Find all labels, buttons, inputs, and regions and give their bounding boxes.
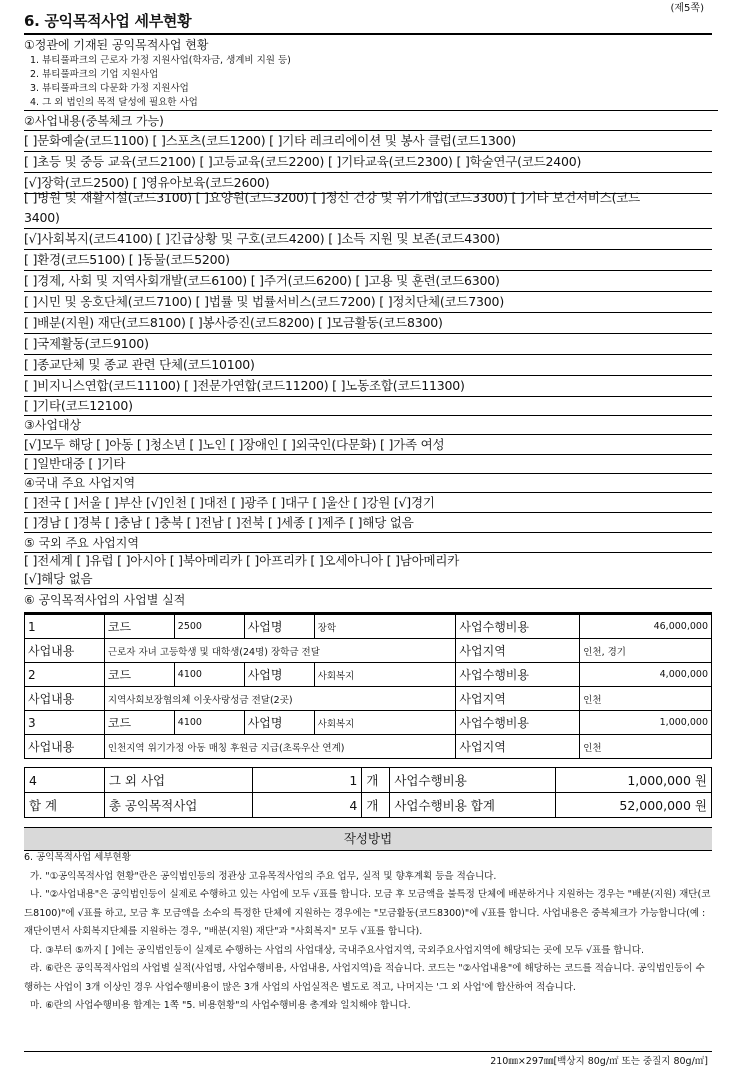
total-label: 합 계 bbox=[25, 793, 105, 818]
content-label: 사업내용 bbox=[25, 735, 105, 759]
note-paragraph: 라. ⑥란은 공익목적사업의 사업별 실적(사업명, 사업수행비용, 사업내용, 사업지역)을 적습니다. 코드는 "②사업내용"에 해당하는 코드를 적습니다. 공익법인등이 수행하는 사업이 3개 이상인 경우 사업수행비용이 많은 3개 사업의 사업실적은 별도로 적고, 나머지는 '그 외 사업'에 합산하여 적습니다. bbox=[24, 963, 705, 993]
code-value[interactable]: 4100 bbox=[174, 663, 244, 687]
sec1-heading: ①정관에 기재된 공익목적사업 현황 bbox=[24, 38, 209, 52]
business-content-options[interactable]: 3400) bbox=[24, 208, 712, 229]
table-row bbox=[25, 663, 712, 687]
content-value[interactable]: 인천지역 위기가정 아동 매칭 후원금 지급(초록우산 연계) bbox=[104, 735, 456, 759]
name-label: 사업명 bbox=[244, 615, 314, 639]
total-unit: 개 bbox=[362, 793, 390, 818]
region-value[interactable]: 인천, 경기 bbox=[580, 639, 712, 663]
note-paragraph: 가. "①공익목적사업 현황"란은 공익법인등의 정관상 고유목적사업의 주요 업무, 실적 및 향후계획 등을 적습니다. bbox=[30, 870, 497, 882]
content-label: 사업내용 bbox=[25, 639, 105, 663]
business-content-options[interactable]: [√]사회복지(코드4100) [ ]긴급상황 및 구호(코드4200) [ ]소득 지원 및 보존(코드4300) bbox=[24, 229, 712, 250]
business-content-options[interactable]: [ ]배분(지원) 재단(코드8100) [ ]봉사증진(코드8200) [ ]모금활동(코드8300) bbox=[24, 313, 712, 334]
table-row bbox=[25, 615, 712, 639]
note-paragraph: 다. ③부터 ⑤까지 [ ]에는 공익법인등이 실제로 수행하는 사업의 사업대상, 국내주요사업지역, 국외주요사업지역에 해당되는 곳에 모두 √표를 합니다. bbox=[30, 944, 644, 956]
business-content-options[interactable]: [ ]초등 및 중등 교육(코드2100) [ ]고등교육(코드2200) [ ]기타교육(코드2300) [ ]학술연구(코드2400) bbox=[24, 152, 712, 173]
overseas-region-options[interactable]: [ ]전세계 [ ]유럽 [ ]아시아 [ ]북아메리카 [ ]아프리카 [ ]오세아니아 [ ]남아메리카 bbox=[24, 553, 460, 568]
code-value[interactable]: 4100 bbox=[174, 711, 244, 735]
page-number: (제5쪽) bbox=[670, 3, 704, 14]
paper-spec: 210㎜×297㎜[백상지 80g/㎡ 또는 중질지 80g/㎡] bbox=[490, 1056, 708, 1067]
code-label: 코드 bbox=[104, 711, 174, 735]
notes-heading: 6. 공익목적사업 세부현황 bbox=[24, 852, 131, 863]
summary-table bbox=[24, 767, 712, 818]
table-row bbox=[25, 793, 712, 818]
other-cost-value[interactable]: 1,000,000 원 bbox=[556, 768, 712, 793]
cost-label: 사업수행비용 bbox=[456, 711, 580, 735]
table-row bbox=[25, 687, 712, 711]
region-label: 사업지역 bbox=[456, 639, 580, 663]
performance-table bbox=[24, 614, 712, 759]
business-content-options[interactable]: [ ]종교단체 및 종교 관련 단체(코드10100) bbox=[24, 355, 712, 376]
business-content-options[interactable]: [ ]병원 및 재활시설(코드3100) [ ]요양원(코드3200) [ ]정신 건강 및 위기개입(코드3300) [ ]기타 보건서비스(코드 bbox=[24, 190, 640, 205]
section-title: 6. 공익목적사업 세부현황 bbox=[24, 12, 192, 30]
total-desc: 총 공익목적사업 bbox=[104, 793, 252, 818]
target-options[interactable]: [√]모두 해당 [ ]아동 [ ]청소년 [ ]노인 [ ]장애인 [ ]외국인(다문화) [ ]가족 여성 bbox=[24, 435, 712, 455]
note-paragraph: 마. ⑥란의 사업수행비용 합계는 1쪽 "5. 비용현황"의 사업수행비용 총계와 일치해야 합니다. bbox=[30, 1000, 411, 1011]
table-row bbox=[25, 735, 712, 759]
business-content-options[interactable]: [ ]시민 및 옹호단체(코드7100) [ ]법률 및 법률서비스(코드7200) [ ]정치단체(코드7300) bbox=[24, 292, 712, 313]
business-content-options[interactable]: [ ]국제활동(코드9100) bbox=[24, 334, 712, 355]
business-content-options[interactable]: [√]장학(코드2500) [ ]영유아보육(코드2600) bbox=[24, 173, 712, 194]
domestic-region-options[interactable]: [ ]전국 [ ]서울 [ ]부산 [√]인천 [ ]대전 [ ]광주 [ ]대구 [ ]울산 [ ]강원 [√]경기 bbox=[24, 493, 712, 513]
other-cost-label: 사업수행비용 bbox=[390, 768, 556, 793]
row-number: 2 bbox=[25, 663, 105, 687]
total-cost-label: 사업수행비용 합계 bbox=[390, 793, 556, 818]
overseas-region-options[interactable]: [√]해당 없음 bbox=[24, 569, 712, 589]
sec1-item: 3. 뷰티풀파크의 다문화 가정 지원사업 bbox=[30, 83, 189, 94]
row-number: 3 bbox=[25, 711, 105, 735]
other-number: 4 bbox=[25, 768, 105, 793]
sec1-item: 2. 뷰티풀파크의 기업 지원사업 bbox=[30, 69, 159, 80]
name-value[interactable]: 장학 bbox=[314, 615, 456, 639]
other-count[interactable]: 1 bbox=[252, 768, 362, 793]
cost-value[interactable]: 4,000,000 bbox=[580, 663, 712, 687]
code-label: 코드 bbox=[104, 615, 174, 639]
name-label: 사업명 bbox=[244, 711, 314, 735]
sec4-heading: ④국내 주요 사업지역 bbox=[24, 474, 712, 493]
table-row bbox=[25, 711, 712, 735]
cost-label: 사업수행비용 bbox=[456, 615, 580, 639]
code-label: 코드 bbox=[104, 663, 174, 687]
region-value[interactable]: 인천 bbox=[580, 687, 712, 711]
business-content-options[interactable]: [ ]문화예술(코드1100) [ ]스포츠(코드1200) [ ]기타 레크리에이션 및 봉사 클럽(코드1300) bbox=[24, 131, 712, 152]
business-content-options[interactable]: [ ]환경(코드5100) [ ]동물(코드5200) bbox=[24, 250, 712, 271]
name-value[interactable]: 사회복지 bbox=[314, 711, 456, 735]
name-label: 사업명 bbox=[244, 663, 314, 687]
total-cost-value[interactable]: 52,000,000 원 bbox=[556, 793, 712, 818]
sec3-heading: ③사업대상 bbox=[24, 416, 712, 435]
table-row bbox=[25, 639, 712, 663]
region-label: 사업지역 bbox=[456, 687, 580, 711]
other-label: 그 외 사업 bbox=[104, 768, 252, 793]
other-unit: 개 bbox=[362, 768, 390, 793]
sec1-item: 4. 그 외 법인의 목적 달성에 필요한 사업 bbox=[24, 96, 718, 111]
code-value[interactable]: 2500 bbox=[174, 615, 244, 639]
writing-method-notes bbox=[24, 849, 712, 1016]
total-count[interactable]: 4 bbox=[252, 793, 362, 818]
sec5-heading: ⑤ 국외 주요 사업지역 bbox=[24, 534, 712, 553]
business-content-options[interactable]: [ ]비지니스연합(코드11100) [ ]전문가연합(코드11200) [ ]노동조합(코드11300) bbox=[24, 376, 712, 397]
name-value[interactable]: 사회복지 bbox=[314, 663, 456, 687]
cost-value[interactable]: 46,000,000 bbox=[580, 615, 712, 639]
note-paragraph: 나. "②사업내용"은 공익법인등이 실제로 수행하고 있는 사업에 모두 √표를 합니다. 모금 후 모금액을 불특정 단체에 배분하거나 지원하는 경우는 "배분(지원) 재단(코드8100)"에 √표를 하고, 모금 후 모금액을 소수의 특정한 단체에 지원하는 경우에는 "모금활동(코드8300)"에 √표를 합니다. 사업내용은 중복체크가 가능합니다(예 : 재단이면서 사회복지단체를 지원하는 경우, "배분(지원) 재단"과 "사회복지" 모두 √표를 합니다). bbox=[24, 889, 711, 937]
region-value[interactable]: 인천 bbox=[580, 735, 712, 759]
bottom-divider bbox=[24, 1051, 712, 1052]
target-options[interactable]: [ ]일반대중 [ ]기타 bbox=[24, 455, 712, 474]
content-value[interactable]: 지역사회보장협의체 이웃사랑성금 전달(2곳) bbox=[104, 687, 456, 711]
content-label: 사업내용 bbox=[25, 687, 105, 711]
sec1-item: 1. 뷰티풀파크의 근로자 가정 지원사업(학자금, 생계비 지원 등) bbox=[30, 55, 291, 66]
business-content-options[interactable]: [ ]기타(코드12100) bbox=[24, 397, 712, 416]
region-label: 사업지역 bbox=[456, 735, 580, 759]
cost-value[interactable]: 1,000,000 bbox=[580, 711, 712, 735]
cost-label: 사업수행비용 bbox=[456, 663, 580, 687]
title-divider bbox=[24, 33, 712, 35]
business-content-options[interactable]: [ ]경제, 사회 및 지역사회개발(코드6100) [ ]주거(코드6200) [ ]고용 및 훈련(코드6300) bbox=[24, 271, 712, 292]
table-row bbox=[25, 768, 712, 793]
sec6-heading: ⑥ 공익목적사업의 사업별 실적 bbox=[24, 593, 186, 607]
writing-method-title: 작성방법 bbox=[24, 827, 712, 851]
domestic-region-options[interactable]: [ ]경남 [ ]경북 [ ]충남 [ ]충북 [ ]전남 [ ]전북 [ ]세종 [ ]제주 [ ]해당 없음 bbox=[24, 513, 712, 533]
row-number: 1 bbox=[25, 615, 105, 639]
content-value[interactable]: 근로자 자녀 고등학생 및 대학생(24명) 장학금 전달 bbox=[104, 639, 456, 663]
sec2-heading: ②사업내용(중복체크 가능) bbox=[24, 112, 712, 131]
